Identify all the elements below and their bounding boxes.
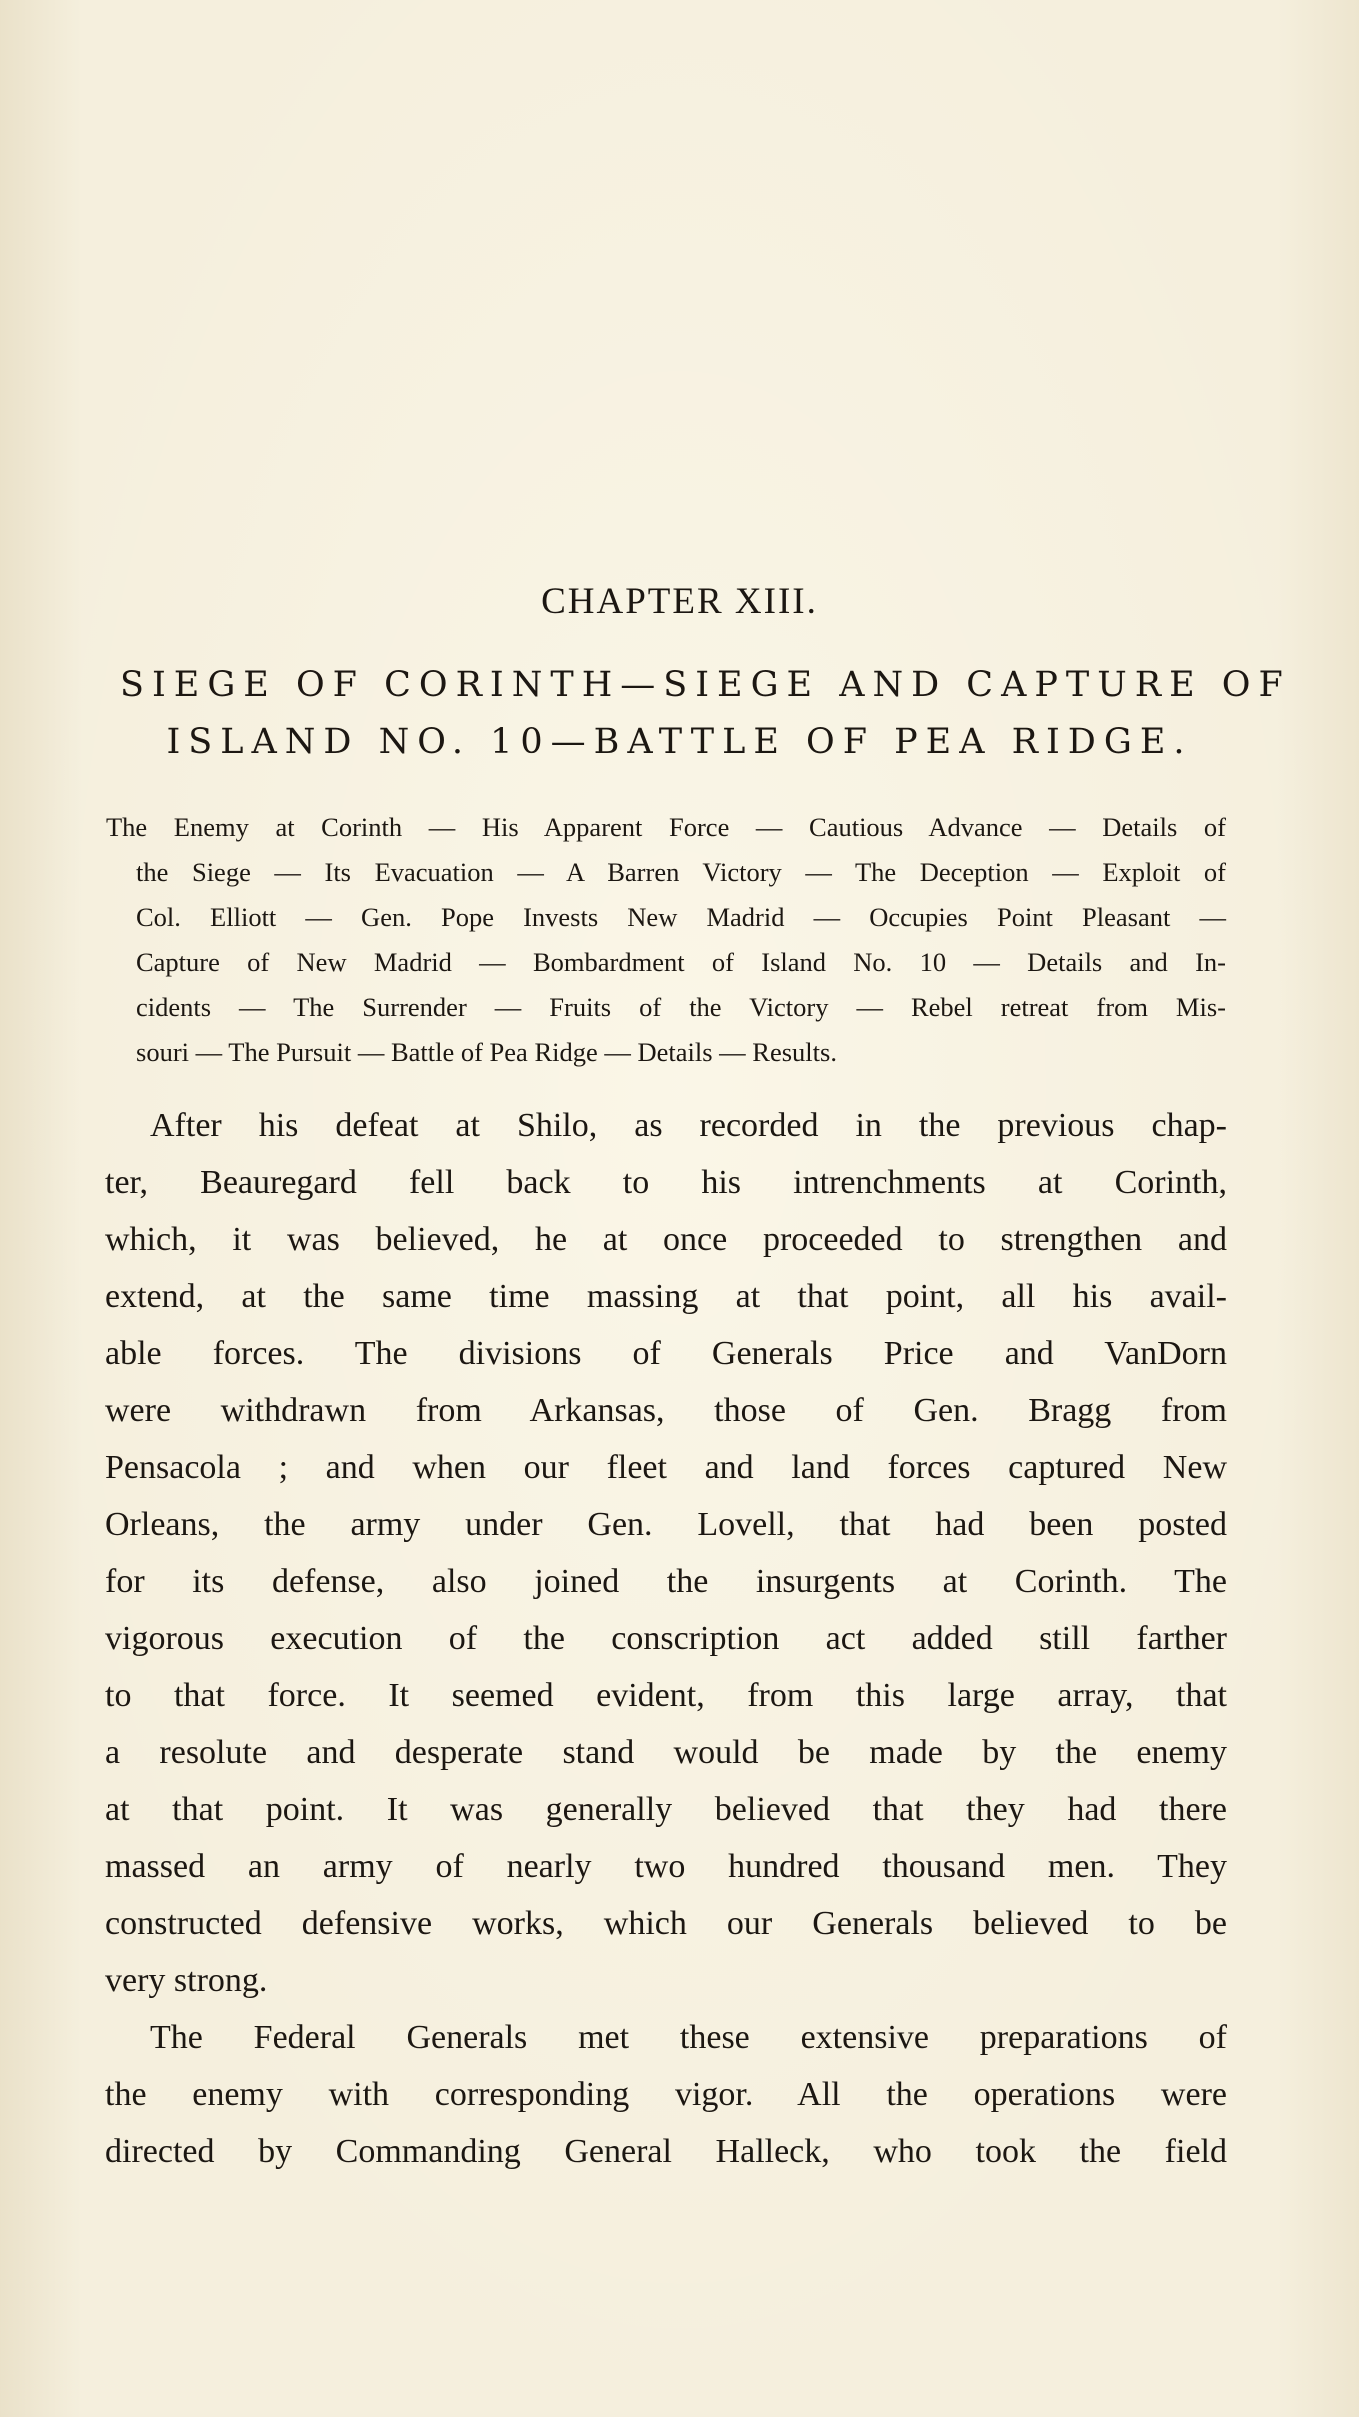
body-line: Pensacola ; and when our fleet and land forces captured New	[105, 1449, 1227, 1486]
body-line: at that point. It was generally believed that they had there	[105, 1791, 1227, 1828]
body-line: The Federal Generals met these extensive preparations of	[150, 2019, 1227, 2056]
body-line: ter, Beauregard fell back to his intrenchments at Corinth,	[105, 1164, 1227, 1201]
synopsis-line: Col. Elliott — Gen. Pope Invests New Madrid — Occupies Point Pleasant —	[136, 902, 1226, 932]
body-line: massed an army of nearly two hundred thousand men. They	[105, 1848, 1227, 1885]
body-line: were withdrawn from Arkansas, those of Gen. Bragg from	[105, 1392, 1227, 1429]
body-line: a resolute and desperate stand would be made by the enemy	[105, 1734, 1227, 1771]
body-line: for its defense, also joined the insurgents at Corinth. The	[105, 1563, 1227, 1600]
body-line: very strong.	[105, 1962, 268, 1999]
body-line: which, it was believed, he at once proceeded to strengthen and	[105, 1221, 1227, 1258]
synopsis-line: souri — The Pursuit — Battle of Pea Ridge — Details — Results.	[136, 1037, 837, 1067]
body-line: directed by Commanding General Halleck, who took the field	[105, 2133, 1227, 2170]
body-line: to that force. It seemed evident, from this large array, that	[105, 1677, 1227, 1714]
body-line: the enemy with corresponding vigor. All the operations were	[105, 2076, 1227, 2113]
chapter-subtitle-line-2: ISLAND NO. 10—BATTLE OF PEA RIDGE.	[166, 722, 1193, 762]
body-line: vigorous execution of the conscription act added still farther	[105, 1620, 1227, 1657]
body-line: Orleans, the army under Gen. Lovell, that had been posted	[105, 1506, 1227, 1543]
body-line: able forces. The divisions of Generals Price and VanDorn	[105, 1335, 1227, 1372]
body-text	[105, 1097, 1227, 2180]
body-line: constructed defensive works, which our Generals believed to be	[105, 1905, 1227, 1942]
synopsis-line: Capture of New Madrid — Bombardment of Island No. 10 — Details and In-	[136, 947, 1226, 977]
chapter-subtitle-line-1: SIEGE OF CORINTH—SIEGE AND CAPTURE OF	[120, 665, 1291, 705]
synopsis-line: cidents — The Surrender — Fruits of the Victory — Rebel retreat from Mis-	[136, 992, 1226, 1022]
body-line: extend, at the same time massing at that point, all his avail-	[105, 1278, 1227, 1315]
body-line: After his defeat at Shilo, as recorded in the previous chap-	[150, 1107, 1227, 1144]
chapter-title: CHAPTER XIII.	[541, 581, 818, 622]
chapter-synopsis	[106, 805, 1226, 1075]
synopsis-line: the Siege — Its Evacuation — A Barren Victory — The Deception — Exploit of	[136, 857, 1226, 887]
synopsis-line: The Enemy at Corinth — His Apparent Force — Cautious Advance — Details of	[106, 812, 1226, 842]
